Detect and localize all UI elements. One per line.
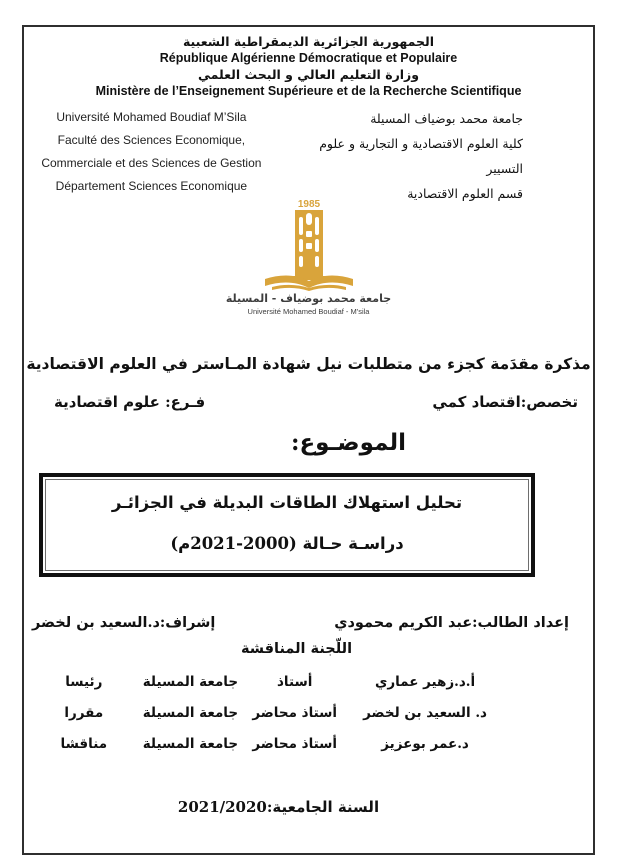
committee-member-rank: أستاذ xyxy=(277,674,313,690)
committee-member-name: د.عمر بوعزيز xyxy=(381,736,469,752)
university-info-french xyxy=(24,106,279,198)
specialty-branch-row xyxy=(24,393,593,411)
thesis-title-line2: دراسـة حـالة (2000-2021م) xyxy=(170,534,404,553)
student-name-line: إعداد الطالب:عبد الكريم محمودي xyxy=(334,614,569,631)
committee-member-name: د. السعيد بن لخضر xyxy=(363,705,487,721)
svg-text:1985: 1985 xyxy=(297,199,320,210)
committee-member-university: جامعة المسيلة xyxy=(142,736,239,752)
university-logo xyxy=(24,196,593,317)
specialty-label: تخصص:اقتصاد كمي xyxy=(432,393,578,411)
committee-member-name: أ.د.زهير عماري xyxy=(374,674,476,690)
university-name-fr: Université Mohamed Boudiaf M’Sila xyxy=(56,110,247,124)
logo-university-name-arabic: جامعة محمد بوضياف - المسيلة xyxy=(225,292,392,305)
academic-year: السنة الجامعية:2021/2020 xyxy=(177,798,380,816)
thesis-statement: مذكرة مقدَمة كجزء من متطلبات نيل شهادة المـاستر في العلوم الاقتصادية xyxy=(26,354,591,373)
thesis-title-box xyxy=(39,473,535,577)
student-supervisor-row xyxy=(24,614,593,631)
republic-name-french: République Algérienne Démocratique et Populaire xyxy=(159,51,458,65)
faculty-name-ar: كلية العلوم الاقتصادية و التجارية و علوم التسيير xyxy=(319,136,523,176)
republic-name-arabic: الجمهورية الجزائرية الديمقراطية الشعبية xyxy=(182,34,435,49)
department-name-ar: قسم العلوم الاقتصادية xyxy=(407,186,523,201)
national-header xyxy=(24,27,593,99)
university-info xyxy=(24,106,593,206)
university-name-ar: جامعة محمد بوضياف المسيلة xyxy=(370,111,523,126)
committee-member-university: جامعة المسيلة xyxy=(142,674,239,690)
university-tower-book-icon xyxy=(234,196,384,292)
committee-member-role: رئيسا xyxy=(65,674,103,690)
page-frame xyxy=(22,25,595,855)
committee-member-role: مقررا xyxy=(64,705,104,721)
committee-member-role: مناقشا xyxy=(60,736,108,752)
committee-member-rank: أستاذ محاضر xyxy=(252,705,338,721)
committee-member-rank: أستاذ محاضر xyxy=(252,736,338,752)
ministry-name-french: Ministère de l’Enseignement Supérieure et de la Recherche Scientifique xyxy=(95,84,522,98)
thesis-title-line1: تحليل استهلاك الطاقات البديلة في الجزائـر xyxy=(111,493,463,512)
thesis-title-box-inner xyxy=(45,479,529,571)
supervisor-name-line: إشراف:د.السعيد بن لخضر xyxy=(32,614,216,631)
faculty-name-fr-line2: Commerciale et des Sciences de Gestion xyxy=(41,156,262,170)
faculty-name-fr-line1: Faculté des Sciences Economique, xyxy=(57,133,246,147)
department-name-fr: Département Sciences Economique xyxy=(55,179,248,193)
university-info-arabic xyxy=(279,106,593,206)
subject-heading: الموضـوع: xyxy=(290,429,407,456)
committee-member-university: جامعة المسيلة xyxy=(142,705,239,721)
committee-heading: اللّجنة المناقشة xyxy=(240,640,353,657)
branch-label: فـرع: علوم اقتصادية xyxy=(54,393,206,411)
ministry-name-arabic: وزارة التعليم العالي و البحث العلمي xyxy=(197,67,420,82)
committee-table xyxy=(24,672,593,754)
logo-university-name-latin: Université Mohamed Boudiaf - M'sila xyxy=(247,307,370,316)
